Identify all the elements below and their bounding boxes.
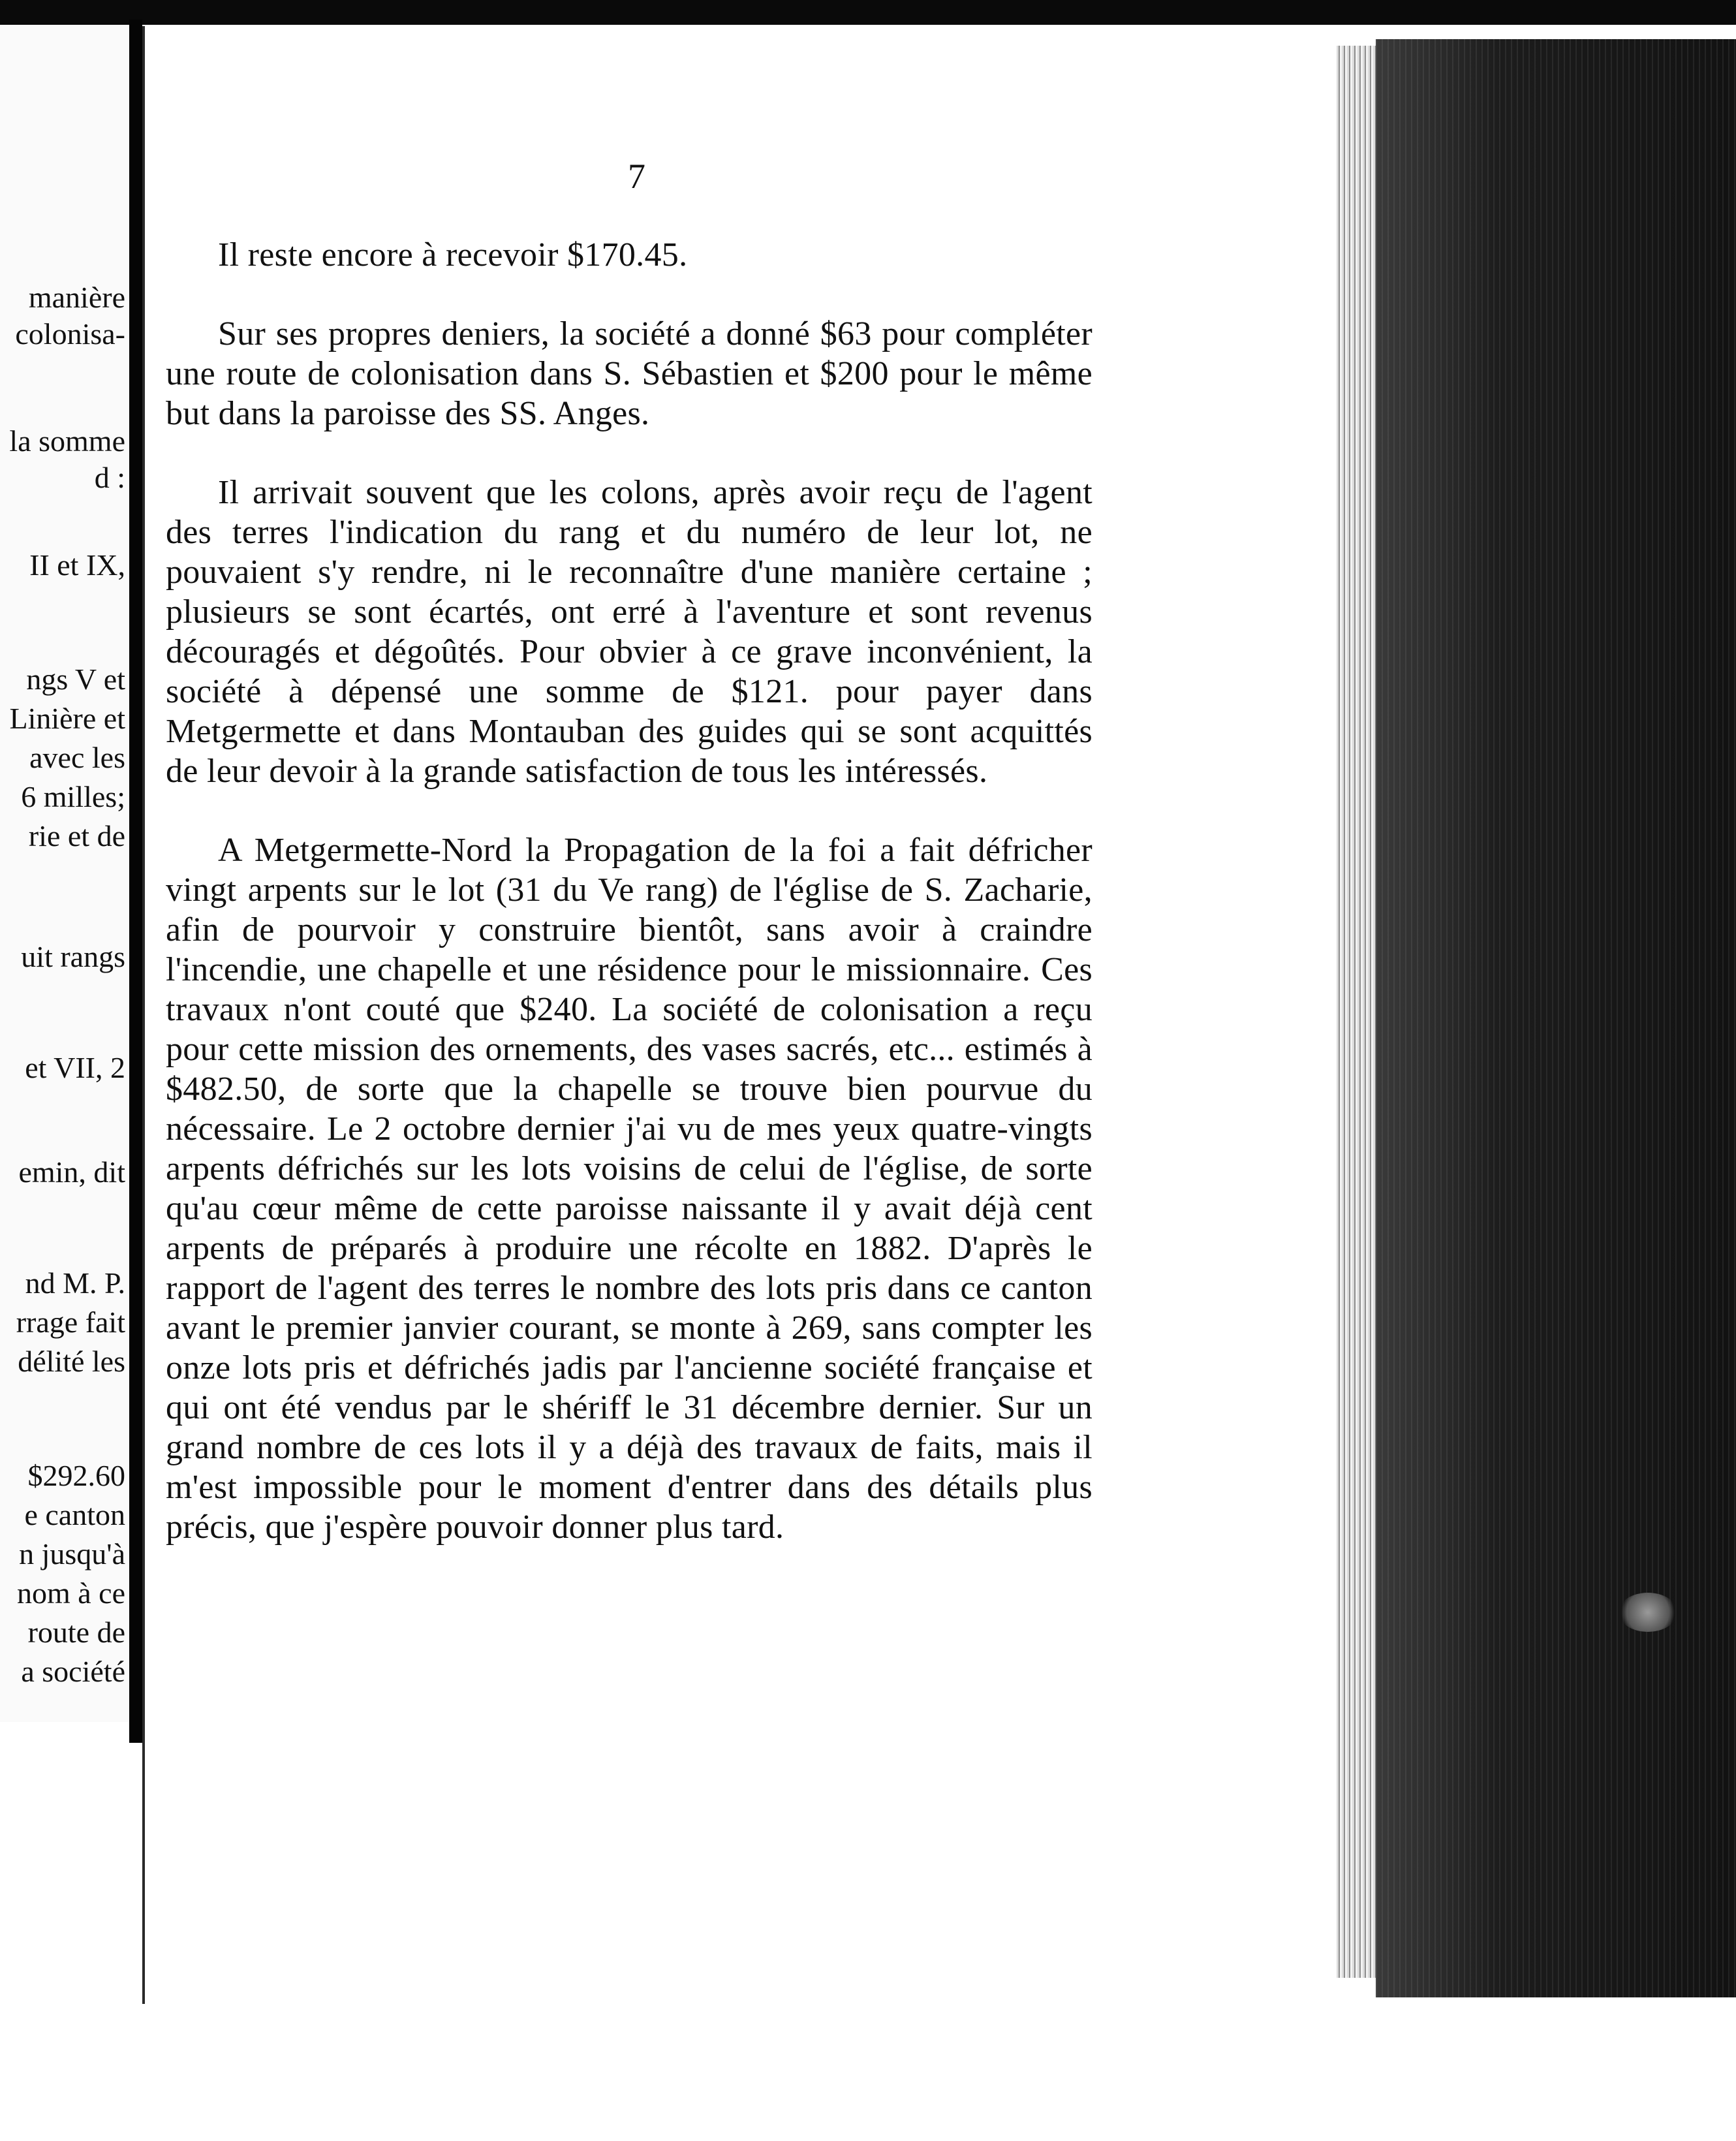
facing-line: route de <box>27 1616 125 1649</box>
facing-line: avec les <box>29 741 125 774</box>
facing-line: rie et de <box>28 819 125 852</box>
facing-line: et VII, 2 <box>25 1051 125 1084</box>
facing-line: rrage fait <box>16 1305 125 1339</box>
paragraph: Il reste encore à recevoir $170.45. <box>218 236 688 273</box>
page-body <box>166 235 1093 1586</box>
facing-line: ngs V et <box>26 663 125 696</box>
paragraph: Sur ses propres deniers, la société a donné $63 pour compléter une route de colonisation dans S. Sébastien et $200 pour le même but dans la paroisse des SS. Anges. <box>166 315 1093 432</box>
spine-mark <box>1619 1593 1677 1632</box>
facing-line: nom à ce <box>16 1576 125 1610</box>
facing-line: emin, dit <box>18 1155 125 1189</box>
facing-line: délité les <box>18 1345 125 1378</box>
facing-line: Linière et <box>9 702 125 735</box>
facing-line: II et IX, <box>29 548 125 582</box>
page-edges <box>1337 46 1376 1978</box>
page-number: 7 <box>628 157 645 196</box>
facing-line: n jusqu'à <box>19 1537 125 1571</box>
facing-line: manière <box>28 281 125 314</box>
gutter-edge <box>129 20 142 1743</box>
facing-line: d : <box>94 461 125 494</box>
facing-line: e canton <box>24 1498 125 1531</box>
facing-line: la somme <box>9 424 125 458</box>
facing-line: a société <box>21 1655 125 1688</box>
scan-top-border <box>0 0 1736 25</box>
book-spine <box>1376 39 1736 1997</box>
facing-line: colonisa- <box>15 317 125 351</box>
facing-line: 6 milles; <box>21 780 125 813</box>
paragraph: Il arrivait souvent que les colons, après avoir reçu de l'agent des terres l'indication du rang et du numéro de leur lot, ne pouvaient s'y rendre, ni le reconnaître d'une manière certaine ; plusieurs se sont écartés, ont erré à l'aventure et sont revenus découragés et dégoûtés. Pour obvier à ce grave inconvénient, la société à dépensé une somme de $121. pour payer dans Metgermette et dans Montauban des guides qui se sont acquittés de leur devoir à la grande satisfaction de tous les intéressés. <box>166 474 1093 790</box>
scan-bottom-margin <box>131 2004 1736 2141</box>
facing-page <box>0 25 131 1722</box>
facing-line: uit rangs <box>21 940 125 973</box>
facing-line: nd M. P. <box>25 1266 125 1300</box>
main-page <box>142 26 1339 2004</box>
paragraph: A Metgermette-Nord la Propagation de la foi a fait défricher vingt arpents sur le lot (31 du Ve rang) de l'église de S. Zacharie, afin de pourvoir y construire bientôt, sans avoir à craindre l'incendie, une chapelle et une résidence pour le missionnaire. Ces travaux n'ont couté que $240. La société de colonisation a reçu pour cette mission des ornements, des vases sacrés, etc... estimés à $482.50, de sorte que la chapelle se trouve bien pourvue du nécessaire. Le 2 octobre dernier j'ai vu de mes yeux quatre-vingts arpents défrichés sur les lots voisins de celui de l'église, de sorte qu'au cœur même de cette paroisse naissante il y avait déjà cent arpents de préparés à produire une récolte en 1882. D'après le rapport de l'agent des terres le nombre des lots pris dans ce canton avant le premier janvier courant, se monte à 269, sans compter les onze lots pris et défrichés jadis par l'ancienne société française et qui ont été vendus par le shériff le 31 décembre dernier. Sur un grand nombre de ces lots il y a déjà des travaux de faits, mais il m'est impossible pour le moment d'entrer dans des détails plus précis, que j'espère pouvoir donner plus tard. <box>166 832 1093 1546</box>
facing-line: $292.60 <box>27 1459 125 1492</box>
